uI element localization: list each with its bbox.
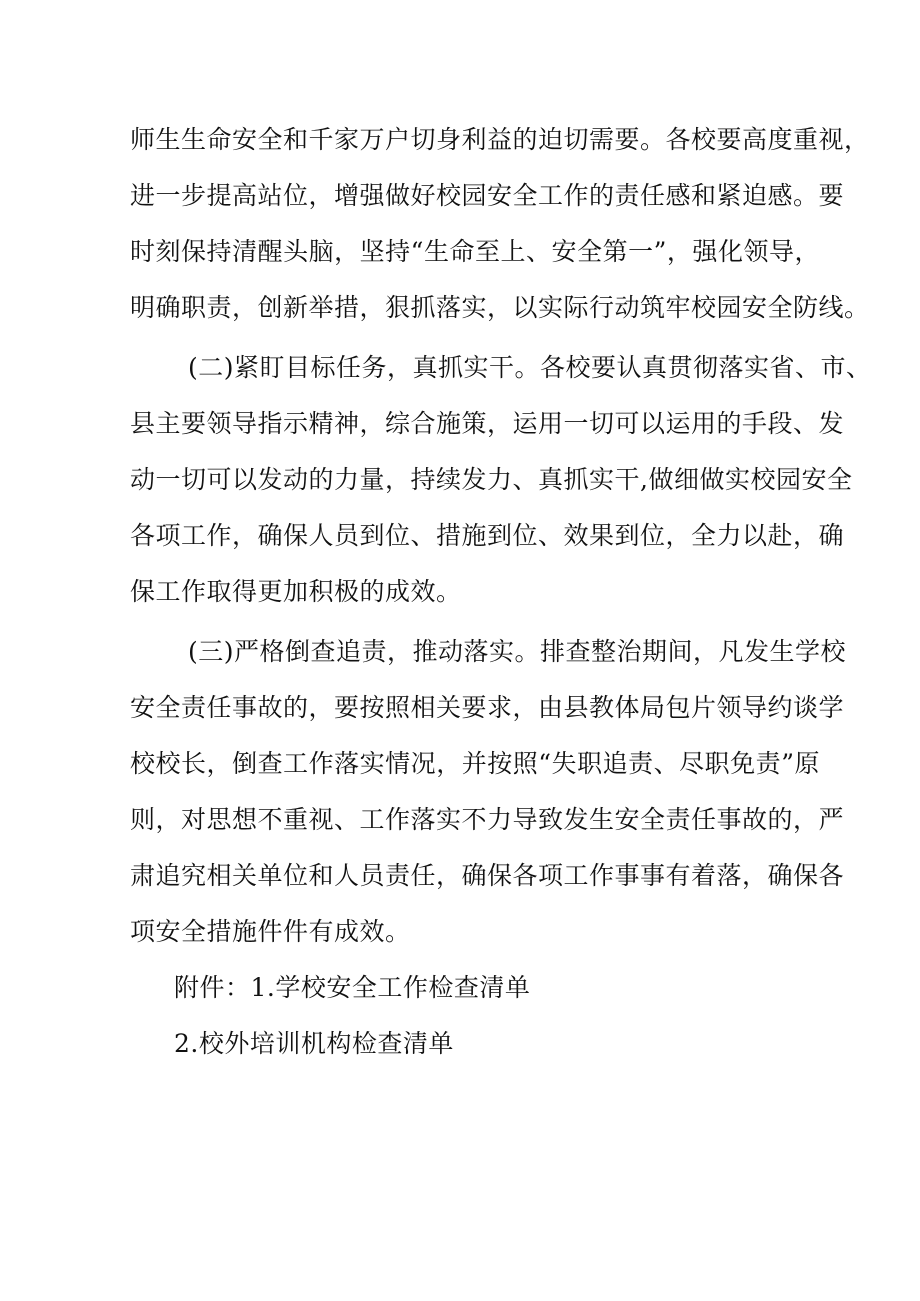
paragraph-line: 明确职责，创新举措，狠抓落实，以实际行动筑牢校园安全防线。 <box>130 293 870 322</box>
paragraph-line: 各项工作，确保人员到位、措施到位、效果到位，全力以赴，确 <box>130 521 845 550</box>
paragraph-line: 师生生命安全和千家万户切身利益的迫切需要。各校要高度重视， <box>130 125 870 154</box>
paragraph-line: 保工作取得更加积极的成效。 <box>130 577 462 606</box>
paragraph-line: 项安全措施件件有成效。 <box>130 917 411 946</box>
paragraph-line: 校校长，倒查工作落实情况，并按照“失职追责、尽职免责”原 <box>130 749 820 778</box>
paragraph-line: 则，对思想不重视、工作落实不力导致发生安全责任事故的，严 <box>130 805 845 834</box>
paragraph-line: 时刻保持清醒头脑，坚持“生命至上、安全第一”，强化领导， <box>130 237 820 266</box>
paragraph-responsibility <box>130 112 870 336</box>
paragraph-line: (二)紧盯目标任务，真抓实干。各校要认真贯彻落实省、市、 <box>188 353 872 382</box>
paragraph-line: (三)严格倒查追责，推动落实。排查整治期间，凡发生学校 <box>188 637 847 666</box>
document-body <box>130 112 872 1072</box>
attachment-list <box>130 960 820 1072</box>
paragraph-line: 肃追究相关单位和人员责任，确保各项工作事事有着落，确保各 <box>130 861 845 890</box>
paragraph-line: 县主要领导指示精神，综合施策，运用一切可以运用的手段、发 <box>130 409 845 438</box>
paragraph-target-tasks <box>130 340 872 620</box>
paragraph-accountability <box>130 624 847 960</box>
attachment-item-school-safety-checklist: 附件：1.学校安全工作检查清单 <box>174 973 531 1002</box>
paragraph-line: 进一步提高站位，增强做好校园安全工作的责任感和紧迫感。要 <box>130 181 845 210</box>
attachment-item-training-institution-checklist: 2.校外培训机构检查清单 <box>174 1029 454 1058</box>
paragraph-line: 安全责任事故的，要按照相关要求，由县教体局包片领导约谈学 <box>130 693 845 722</box>
paragraph-line: 动一切可以发动的力量，持续发力、真抓实干,做细做实校园安全 <box>130 465 853 494</box>
